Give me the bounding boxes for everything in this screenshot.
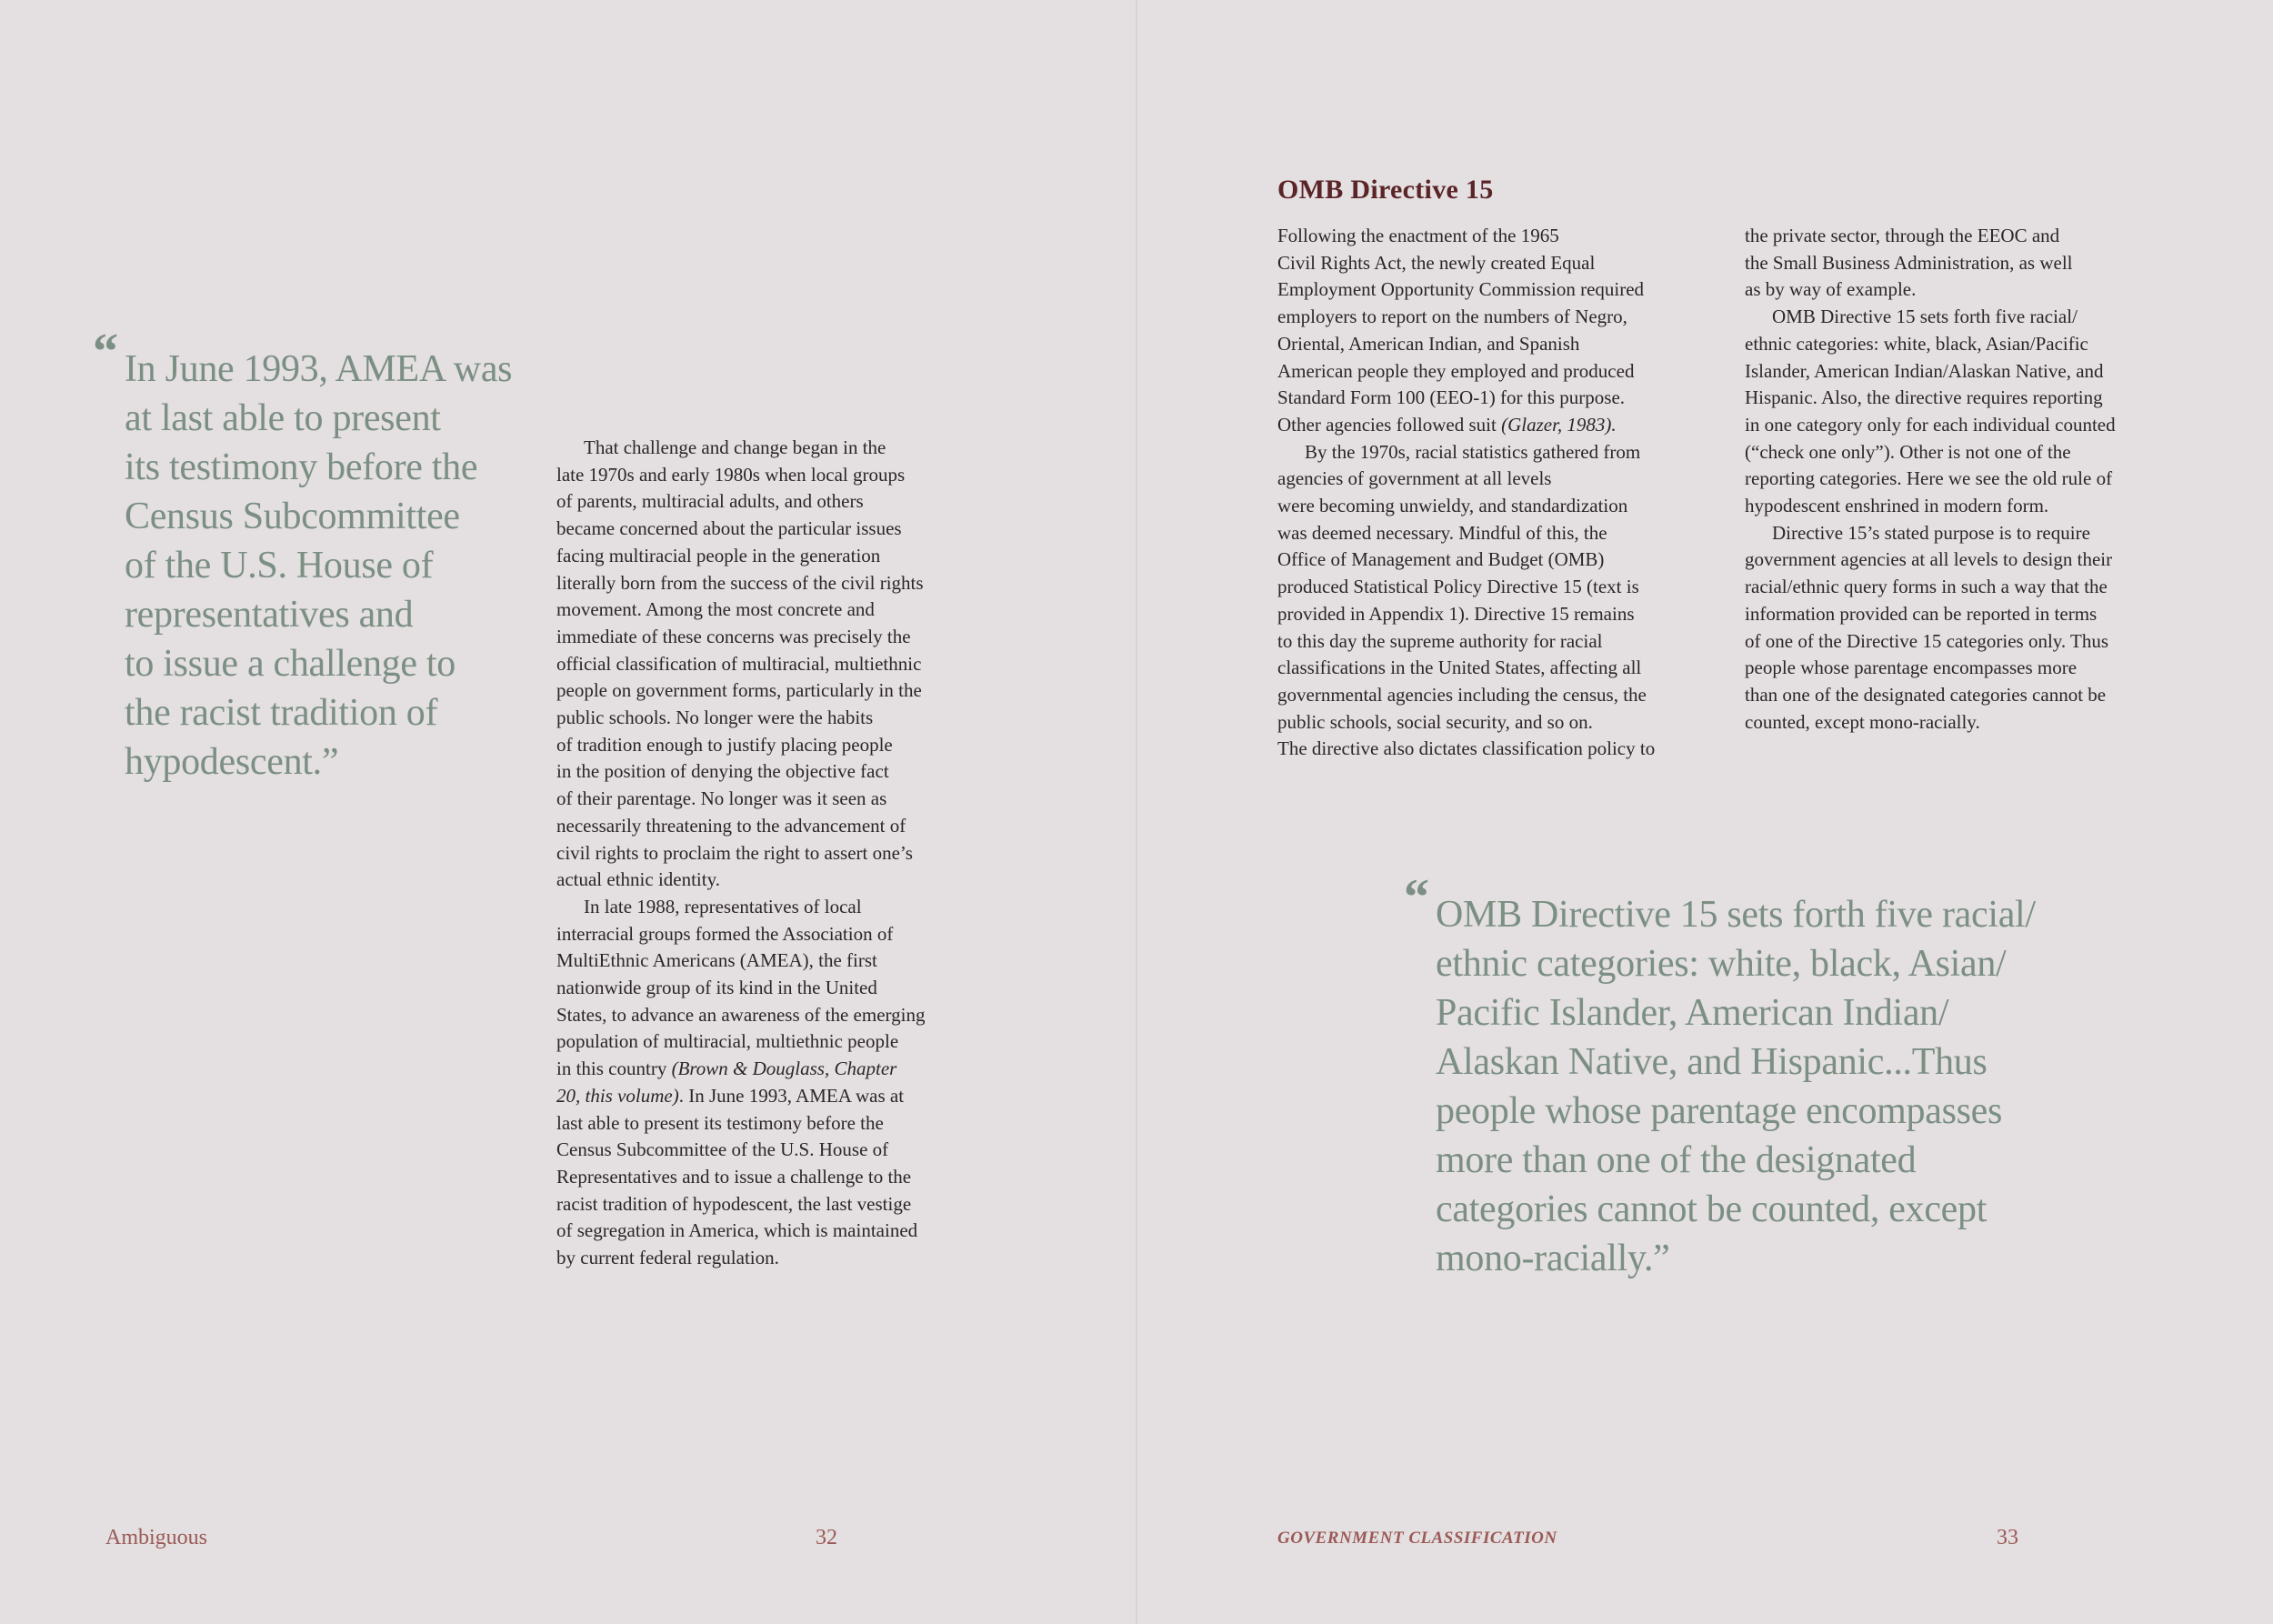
body-line: public schools. No longer were the habits bbox=[556, 707, 874, 729]
running-footer-title: Ambiguous bbox=[105, 1526, 208, 1549]
body-line: Civil Rights Act, the newly created Equal bbox=[1277, 251, 1596, 274]
pullquote-line: Pacific Islander, American Indian/ bbox=[1436, 992, 1949, 1034]
body-line: of parents, multiracial adults, and others bbox=[556, 490, 864, 513]
body-line: governmental agencies including the census, the bbox=[1277, 683, 1647, 706]
pullquote-line: people whose parentage encompasses bbox=[1436, 1090, 2003, 1132]
body-line: public schools, social security, and so on. bbox=[1277, 710, 1593, 733]
body-text: in this country bbox=[556, 1058, 672, 1080]
body-line: interracial groups formed the Association of bbox=[556, 922, 894, 945]
body-line bbox=[1277, 412, 1727, 439]
body-line: necessarily threatening to the advancement of bbox=[556, 814, 906, 837]
left-pullquote bbox=[93, 324, 538, 787]
right-body-column-1 bbox=[1277, 223, 1727, 763]
body-line: MultiEthnic Americans (AMEA), the first bbox=[556, 949, 877, 972]
body-line: literally born from the success of the civil rights bbox=[556, 571, 924, 594]
body-line: reporting categories. Here we see the old rule of bbox=[1745, 467, 2113, 490]
body-line bbox=[556, 1056, 1002, 1083]
body-line: ethnic categories: white, black, Asian/Pacific bbox=[1745, 332, 2088, 355]
body-line: provided in Appendix 1). Directive 15 remains bbox=[1277, 602, 1635, 625]
pullquote-line: its testimony before the bbox=[125, 446, 478, 488]
body-line: hypodescent enshrined in modern form. bbox=[1745, 495, 2049, 517]
left-body-text bbox=[556, 435, 1002, 1272]
pullquote-line: categories cannot be counted, except bbox=[1436, 1188, 1988, 1230]
pullquote-line: In June 1993, AMEA was bbox=[125, 348, 513, 390]
pullquote-line: mono-racially.” bbox=[1436, 1238, 1670, 1279]
body-line: as by way of example. bbox=[1745, 278, 1917, 301]
page-number: 32 bbox=[816, 1526, 837, 1549]
body-line: actual ethnic identity. bbox=[556, 868, 720, 891]
body-line: American people they employed and produced bbox=[1277, 359, 1635, 382]
pullquote-line: representatives and bbox=[125, 594, 414, 636]
body-line: counted, except mono-racially. bbox=[1745, 710, 1980, 733]
body-line: Census Subcommittee of the U.S. House of bbox=[556, 1138, 889, 1161]
body-line: movement. Among the most concrete and bbox=[556, 598, 875, 621]
body-line: racist tradition of hypodescent, the last vestige bbox=[556, 1192, 912, 1215]
body-line: OMB Directive 15 sets forth five racial/ bbox=[1772, 306, 2078, 328]
pullquote-line: Census Subcommittee bbox=[125, 496, 460, 537]
right-pullquote bbox=[1404, 869, 2108, 1283]
pullquote-line: more than one of the designated bbox=[1436, 1139, 1917, 1181]
body-line: Directive 15’s stated purpose is to require bbox=[1772, 521, 2090, 544]
body-line: government agencies at all levels to design their bbox=[1745, 548, 2113, 571]
body-line: Following the enactment of the 1965 bbox=[1277, 225, 1559, 246]
body-line: States, to advance an awareness of the emerging bbox=[556, 1003, 926, 1026]
body-line: Oriental, American Indian, and Spanish bbox=[1277, 332, 1580, 355]
body-line: Representatives and to issue a challenge to the bbox=[556, 1165, 912, 1188]
body-line: people whose parentage encompasses more bbox=[1745, 657, 2078, 679]
body-line: by current federal regulation. bbox=[556, 1247, 779, 1269]
body-line: became concerned about the particular issues bbox=[556, 517, 902, 540]
body-line: facing multiracial people in the generation bbox=[556, 544, 881, 566]
right-page bbox=[1137, 0, 2273, 1624]
body-line: The directive also dictates classification policy to bbox=[1277, 737, 1656, 760]
body-line: of tradition enough to justify placing people bbox=[556, 733, 893, 756]
body-line: In late 1988, representatives of local bbox=[584, 895, 862, 917]
pullquote-line: at last able to present bbox=[125, 397, 441, 439]
pullquote-line: OMB Directive 15 sets forth five racial/ bbox=[1436, 894, 2036, 936]
body-line: classifications in the United States, affecting all bbox=[1277, 657, 1642, 679]
running-footer-title: GOVERNMENT CLASSIFICATION bbox=[1277, 1529, 1557, 1548]
body-line: produced Statistical Policy Directive 15 (text is bbox=[1277, 576, 1639, 598]
body-line: were becoming unwieldy, and standardization bbox=[1277, 495, 1628, 517]
body-line: (“check one only”). Other is not one of the bbox=[1745, 440, 2071, 463]
body-line: in the position of denying the objective fact bbox=[556, 760, 889, 783]
section-heading: OMB Directive 15 bbox=[1277, 175, 1494, 205]
body-line: than one of the designated categories cannot be bbox=[1745, 683, 2107, 706]
body-line: official classification of multiracial, multiethnic bbox=[556, 652, 922, 675]
body-line: late 1970s and early 1980s when local groups bbox=[556, 463, 906, 486]
body-line: agencies of government at all levels bbox=[1277, 467, 1552, 490]
body-line: of their parentage. No longer was it seen as bbox=[556, 787, 887, 810]
body-line: was deemed necessary. Mindful of this, the bbox=[1277, 521, 1607, 544]
page-number: 33 bbox=[1997, 1526, 2018, 1549]
body-line: of one of the Directive 15 categories only. Thus bbox=[1745, 629, 2109, 652]
pullquote-line: ethnic categories: white, black, Asian/ bbox=[1436, 943, 2007, 985]
body-line: Employment Opportunity Commission required bbox=[1277, 278, 1645, 301]
body-line: That challenge and change began in the bbox=[584, 436, 886, 458]
body-line: Standard Form 100 (EEO-1) for this purpose. bbox=[1277, 386, 1626, 409]
body-line: in one category only for each individual counted bbox=[1745, 413, 2116, 436]
citation: (Brown & Douglass, Chapter bbox=[671, 1058, 897, 1080]
body-line: information provided can be reported in terms bbox=[1745, 602, 2098, 625]
right-body-column-2 bbox=[1745, 223, 2199, 736]
pullquote-line: to issue a challenge to bbox=[125, 643, 456, 685]
body-line: immediate of these concerns was precisely the bbox=[556, 625, 911, 647]
body-line: civil rights to proclaim the right to assert one’s bbox=[556, 841, 913, 864]
body-line: employers to report on the numbers of Negro, bbox=[1277, 306, 1627, 328]
body-text: . In June 1993, AMEA was at bbox=[678, 1084, 905, 1107]
body-line: the Small Business Administration, as well bbox=[1745, 251, 2073, 274]
pullquote-line: hypodescent.” bbox=[125, 741, 339, 783]
pullquote-line: Alaskan Native, and Hispanic...Thus bbox=[1436, 1041, 1988, 1083]
body-line: racial/ethnic query forms in such a way that the bbox=[1745, 576, 2108, 598]
body-line: of segregation in America, which is maintained bbox=[556, 1219, 918, 1242]
body-line bbox=[556, 1083, 1002, 1110]
citation: (Glazer, 1983). bbox=[1501, 413, 1617, 436]
body-line: the private sector, through the EEOC and bbox=[1745, 225, 2060, 246]
body-line: to this day the supreme authority for racial bbox=[1277, 629, 1603, 652]
body-line: Office of Management and Budget (OMB) bbox=[1277, 548, 1605, 571]
left-page bbox=[0, 0, 1136, 1624]
pullquote-line: of the U.S. House of bbox=[125, 545, 434, 586]
pullquote-line: the racist tradition of bbox=[125, 692, 438, 734]
open-quote-mark: “ bbox=[1404, 869, 1429, 926]
citation: 20, this volume) bbox=[556, 1084, 679, 1107]
body-line: last able to present its testimony before the bbox=[556, 1111, 884, 1134]
body-line: Hispanic. Also, the directive requires reporting bbox=[1745, 386, 2103, 409]
body-line: By the 1970s, racial statistics gathered from bbox=[1305, 440, 1641, 463]
body-line: population of multiracial, multiethnic people bbox=[556, 1030, 899, 1053]
body-line: Islander, American Indian/Alaskan Native, and bbox=[1745, 359, 2104, 382]
body-text: Other agencies followed suit bbox=[1277, 413, 1502, 436]
body-line: nationwide group of its kind in the United bbox=[556, 977, 877, 999]
body-line: people on government forms, particularly in the bbox=[556, 679, 922, 702]
open-quote-mark: “ bbox=[93, 324, 118, 380]
